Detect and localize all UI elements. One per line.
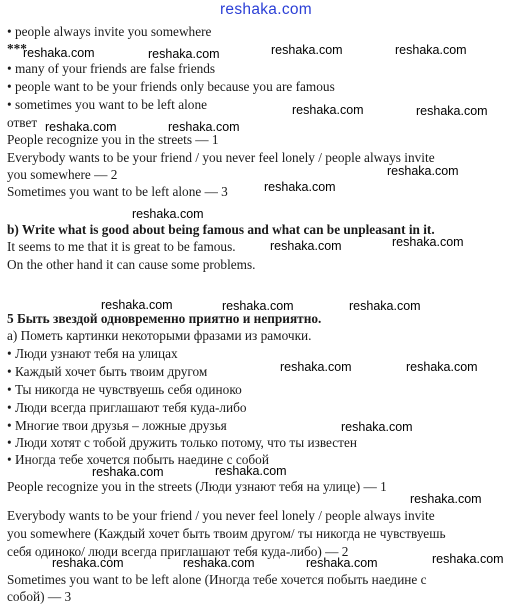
watermark: reshaka.com	[52, 556, 124, 570]
exercise-5-heading: 5 Быть звездой одновременно приятно и неприятно.	[7, 311, 322, 326]
watermark: reshaka.com	[92, 465, 164, 479]
watermark: reshaka.com	[292, 103, 364, 117]
watermark: reshaka.com	[222, 299, 294, 313]
watermark: reshaka.com	[271, 43, 343, 57]
task-b-answer: It seems to me that it is great to be famous.	[7, 239, 236, 254]
watermark: reshaka.com	[432, 552, 504, 566]
watermark: reshaka.com	[387, 164, 459, 178]
watermark: reshaka.com	[406, 360, 478, 374]
bullet-famous-friends: • people want to be your friends only because you are famous	[7, 79, 335, 94]
task-b-heading: b) Write what is good about being famous and what can be unpleasant in it.	[7, 222, 435, 237]
answer-line: Everybody wants to be your friend / you never feel lonely / people always invite	[7, 508, 435, 523]
bullet-false-friends: • many of your friends are false friends	[7, 61, 216, 76]
bullet-invite: • people always invite you somewhere	[7, 24, 212, 39]
answer-line: Sometimes you want to be left alone — 3	[7, 184, 228, 199]
watermark: reshaka.com	[168, 120, 240, 134]
watermark: reshaka.com	[341, 420, 413, 434]
answer-line: Everybody wants to be your friend / you never feel lonely / people always invite	[7, 150, 435, 165]
ru-bullet: • Люди всегда приглашают тебя куда-либо	[7, 400, 247, 415]
answer-line: себя одиноко/ люди всегда приглашают тебя куда-либо) — 2	[7, 544, 349, 559]
ru-bullet: • Люди узнают тебя на улицах	[7, 346, 178, 361]
task-b-answer: On the other hand it can cause some problems.	[7, 257, 256, 272]
watermark: reshaka.com	[132, 207, 204, 221]
answer-line: People recognize you in the streets (Люди узнают тебя на улице) — 1	[7, 479, 387, 494]
ru-bullet: • Каждый хочет быть твоим другом	[7, 364, 208, 379]
bullet-left-alone: • sometimes you want to be left alone	[7, 97, 207, 112]
answer-line: собой) — 3	[7, 589, 72, 604]
answer-line: People recognize you in the streets — 1	[7, 132, 219, 147]
watermark: reshaka.com	[264, 180, 336, 194]
ru-bullet: • Многие твои друзья – ложные друзья	[7, 418, 227, 433]
watermark: reshaka.com	[183, 556, 255, 570]
watermark-header: reshaka.com	[219, 1, 313, 18]
watermark: reshaka.com	[23, 46, 95, 60]
watermark: reshaka.com	[101, 298, 173, 312]
answer-line: you somewhere (Каждый хочет быть твоим другом/ ты никогда не чувствуешь	[7, 526, 446, 541]
watermark: reshaka.com	[148, 47, 220, 61]
watermark: reshaka.com	[416, 104, 488, 118]
watermark: reshaka.com	[45, 120, 117, 134]
watermark: reshaka.com	[395, 43, 467, 57]
ru-bullet: • Иногда тебе хочется побыть наедине с собой	[7, 452, 269, 467]
answer-line: you somewhere — 2	[7, 167, 118, 182]
ru-bullet: • Ты никогда не чувствуешь себя одиноко	[7, 382, 242, 397]
ru-bullet: • Люди хотят с тобой дружить только потому, что ты известен	[7, 435, 358, 450]
separator-stars: ***	[7, 41, 27, 56]
watermark: reshaka.com	[410, 492, 482, 506]
answer-line: Sometimes you want to be left alone (Иногда тебе хочется побыть наедине с	[7, 572, 427, 587]
watermark: reshaka.com	[270, 239, 342, 253]
watermark: reshaka.com	[215, 464, 287, 478]
watermark: reshaka.com	[306, 556, 378, 570]
task-a-instruction: а) Пометь картинки некоторыми фразами из рамочки.	[7, 328, 312, 343]
answer-label: ответ	[7, 115, 38, 130]
watermark: reshaka.com	[280, 360, 352, 374]
watermark: reshaka.com	[392, 235, 464, 249]
watermark: reshaka.com	[349, 299, 421, 313]
